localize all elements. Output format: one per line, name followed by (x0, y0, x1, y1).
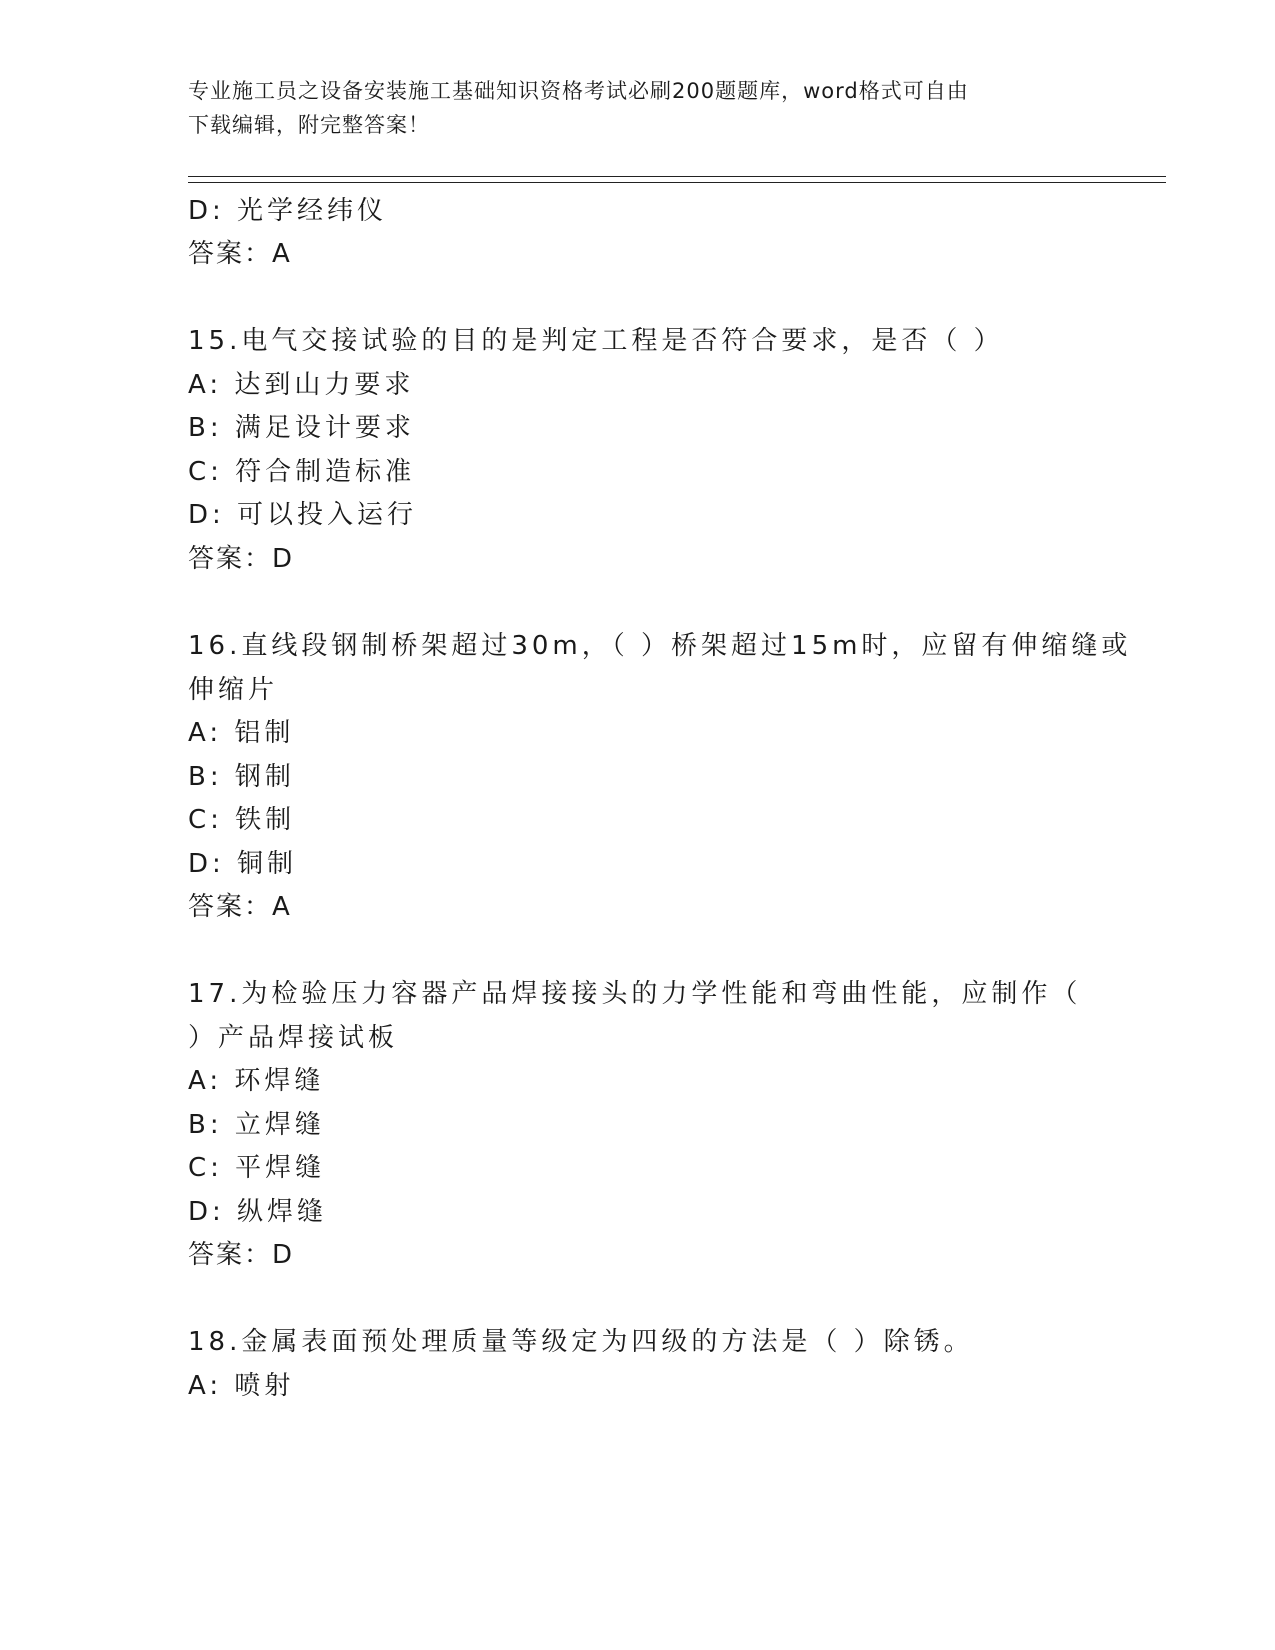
prev-answer: 答案：A (188, 239, 292, 269)
question-16-option-c: C: 铁制 (188, 805, 296, 835)
question-15-option-c: C: 符合制造标准 (188, 457, 416, 487)
question-15-option-d: D: 可以投入运行 (188, 500, 418, 530)
question-17-answer: 答案：D (188, 1240, 295, 1270)
question-17-option-b: B: 立焊缝 (188, 1110, 325, 1140)
question-15-option-a: A: 达到山力要求 (188, 370, 415, 400)
question-18-stem: 18.金属表面预处理质量等级定为四级的方法是（ ）除锈。 (188, 1327, 974, 1357)
question-17-stem-line-2: ）产品焊接试板 (188, 1023, 399, 1053)
document-header (188, 74, 1088, 142)
question-18-option-a: A: 喷射 (188, 1371, 295, 1401)
header-divider-top (188, 176, 1166, 177)
question-16-answer: 答案：A (188, 892, 292, 922)
header-divider-bottom (188, 182, 1166, 183)
question-16-option-d: D: 铜制 (188, 849, 298, 879)
question-17-option-d: D: 纵焊缝 (188, 1197, 328, 1227)
question-17-stem-line-1: 17.为检验压力容器产品焊接接头的力学性能和弯曲性能，应制作（ (188, 979, 1082, 1009)
question-15-stem: 15.电气交接试验的目的是判定工程是否符合要求，是否（ ） (188, 326, 1004, 356)
question-17-option-a: A: 环焊缝 (188, 1066, 325, 1096)
question-17-option-c: C: 平焊缝 (188, 1153, 326, 1183)
question-16-option-a: A: 铝制 (188, 718, 295, 748)
header-line-1: 专业施工员之设备安装施工基础知识资格考试必刷200题题库，word格式可自由 (188, 79, 969, 103)
question-16-stem-line-2: 伸缩片 (188, 675, 279, 705)
question-15-option-b: B: 满足设计要求 (188, 413, 415, 443)
prev-option-d: D: 光学经纬仪 (188, 196, 388, 226)
question-16-stem-line-1: 16.直线段钢制桥架超过30m，（ ）桥架超过15m时，应留有伸缩缝或 (188, 631, 1132, 661)
header-line-2: 下载编辑，附完整答案！ (188, 113, 430, 137)
question-15-answer: 答案：D (188, 544, 295, 574)
question-16-option-b: B: 钢制 (188, 762, 295, 792)
